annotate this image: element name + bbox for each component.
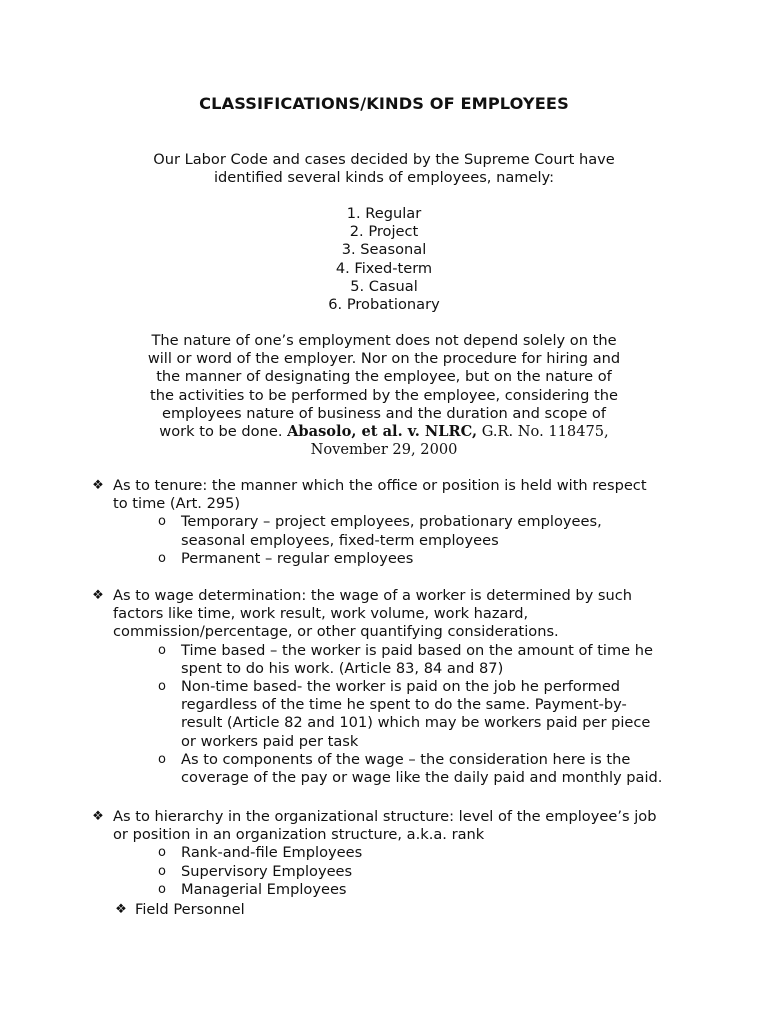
case-ref: G.R. No. 118475, xyxy=(477,423,609,441)
diamond-bullet-icon: ❖ xyxy=(92,588,104,603)
bullet-line: factors like time, work result, work volume, work hazard, xyxy=(113,605,529,623)
nature-line: will or word of the employer. Nor on the procedure for hiring and xyxy=(147,350,621,368)
case-date: November 29, 2000 xyxy=(310,441,458,459)
sub-item xyxy=(90,881,710,899)
sub-line: Non-time based- the worker is paid on the job he performed xyxy=(181,678,621,696)
sub-item xyxy=(90,863,710,881)
diamond-bullet-icon: ❖ xyxy=(115,902,127,917)
bullet-item xyxy=(90,808,710,844)
circle-bullet-icon: o xyxy=(158,679,166,695)
sub-line: Supervisory Employees xyxy=(181,862,353,880)
sub-line: spent to do his work. (Article 83, 84 and 87) xyxy=(181,659,504,677)
sub-line: Managerial Employees xyxy=(181,880,347,898)
circle-bullet-icon: o xyxy=(158,514,166,530)
intro-line: identified several kinds of employees, namely: xyxy=(213,169,555,187)
bullet-line: As to tenure: the manner which the office or position is held with respect xyxy=(113,477,647,494)
intro-paragraph xyxy=(0,151,768,187)
circle-bullet-icon: o xyxy=(158,863,166,879)
sub-line: Permanent – regular employees xyxy=(181,549,414,567)
kind-item: 6. Probationary xyxy=(328,296,440,314)
circle-bullet-icon: o xyxy=(158,845,166,861)
sub-item xyxy=(90,678,710,751)
kind-item: 2. Project xyxy=(349,223,419,241)
sub-line: or workers paid per task xyxy=(181,732,359,750)
circle-bullet-icon: o xyxy=(158,550,166,566)
sub-line: Temporary – project employees, probationary employees, xyxy=(181,513,602,531)
circle-bullet-icon: o xyxy=(158,642,166,658)
sub-item xyxy=(90,751,710,787)
bullet-line: As to hierarchy in the organizational structure: level of the employee’s job xyxy=(113,808,657,825)
field-personnel-item xyxy=(113,901,245,919)
section-wage xyxy=(90,587,710,787)
sub-list xyxy=(90,642,710,788)
kind-item: 1. Regular xyxy=(346,205,422,222)
diamond-bullet-icon: ❖ xyxy=(92,809,104,824)
nature-line: The nature of one’s employment does not depend solely on the xyxy=(151,332,617,349)
employee-kinds-list xyxy=(0,205,768,314)
page-title: CLASSIFICATIONS/KINDS OF EMPLOYEES xyxy=(199,94,569,113)
nature-line: the manner of designating the employee, but on the nature of xyxy=(156,368,612,386)
sub-list xyxy=(90,844,710,899)
case-name: Abasolo, et al. v. NLRC, xyxy=(287,423,478,441)
sub-item xyxy=(90,513,710,549)
nature-line-citation xyxy=(134,423,634,441)
bullet-line: to time (Art. 295) xyxy=(113,495,241,513)
section-tenure xyxy=(90,477,710,568)
bullet-item xyxy=(90,587,710,642)
bullet-line: or position in an organization structure, a.k.a. rank xyxy=(113,826,485,844)
sub-line: coverage of the pay or wage like the daily paid and monthly paid. xyxy=(181,769,663,787)
sub-line: result (Article 82 and 101) which may be workers paid per piece xyxy=(181,714,651,732)
field-personnel-label: Field Personnel xyxy=(135,901,245,918)
case-citation xyxy=(287,423,609,440)
sub-line: As to components of the wage – the consideration here is the xyxy=(181,750,631,768)
sub-line: Time based – the worker is paid based on the amount of time he xyxy=(181,641,654,659)
circle-bullet-icon: o xyxy=(158,881,166,897)
bullet-item xyxy=(90,477,710,513)
section-hierarchy xyxy=(90,808,710,899)
sub-line: regardless of the time he spent to do the same. Payment-by- xyxy=(181,696,627,714)
nature-paragraph xyxy=(134,332,634,459)
nature-line: the activities to be performed by the employee, considering the xyxy=(149,386,619,404)
sub-line: seasonal employees, fixed-term employees xyxy=(181,531,499,549)
nature-last-text: work to be done. xyxy=(159,423,288,441)
diamond-bullet-icon: ❖ xyxy=(92,478,104,493)
kind-item: 4. Fixed-term xyxy=(335,259,433,277)
bullet-line: commission/percentage, or other quantifying considerations. xyxy=(113,623,559,641)
bullet-line: As to wage determination: the wage of a worker is determined by such xyxy=(113,587,633,604)
sub-line: Rank-and-file Employees xyxy=(181,844,363,862)
sub-item xyxy=(90,844,710,862)
nature-line: employees nature of business and the duration and scope of xyxy=(161,404,607,422)
intro-line: Our Labor Code and cases decided by the Supreme Court have xyxy=(153,151,615,168)
sub-item xyxy=(90,642,710,678)
kind-item: 3. Seasonal xyxy=(341,241,427,259)
kind-item: 5. Casual xyxy=(350,277,418,295)
sub-list xyxy=(90,513,710,568)
circle-bullet-icon: o xyxy=(158,751,166,767)
sub-item xyxy=(90,550,710,568)
